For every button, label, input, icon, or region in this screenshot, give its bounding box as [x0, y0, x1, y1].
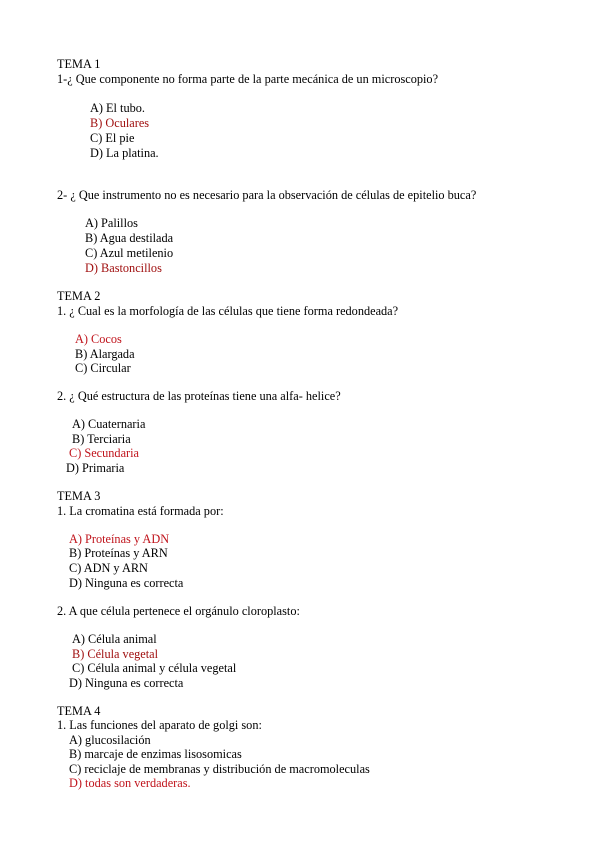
- t1q2-option-b: B) Agua destilada: [85, 231, 174, 245]
- t2q1-option-a-correct: A) Cocos: [75, 332, 122, 346]
- tema-2-title: TEMA 2: [57, 289, 101, 303]
- tema-2-question-1: 1. ¿ Cual es la morfología de las células que tiene forma redondeada?: [57, 304, 399, 318]
- t3q2-option-c: C) Célula animal y célula vegetal: [72, 661, 237, 675]
- t3q2-option-a: A) Célula animal: [72, 632, 157, 646]
- tema-4-title: TEMA 4: [57, 704, 101, 718]
- tema-1-question-2: 2- ¿ Que instrumento no es necesario para la observación de células de epitelio buca?: [57, 188, 477, 202]
- t1q2-option-a: A) Palillos: [85, 216, 138, 230]
- t1q2-option-d-correct: D) Bastoncillos: [85, 261, 162, 275]
- t3q1-option-d: D) Ninguna es correcta: [69, 576, 184, 590]
- t4q1-option-a: A) glucosilación: [69, 733, 151, 747]
- tema-3-question-2: 2. A que célula pertenece el orgánulo cloroplasto:: [57, 604, 300, 618]
- tema-3-question-1: 1. La cromatina está formada por:: [57, 504, 224, 518]
- t3q1-option-c: C) ADN y ARN: [69, 561, 148, 575]
- t1q1-option-d: D) La platina.: [90, 146, 159, 160]
- t4q1-option-d-correct: D) todas son verdaderas.: [69, 776, 191, 790]
- tema-3-title: TEMA 3: [57, 489, 101, 503]
- t2q1-option-b: B) Alargada: [75, 347, 135, 361]
- t3q1-option-a-correct: A) Proteínas y ADN: [69, 532, 170, 546]
- tema-1-question-1: 1-¿ Que componente no forma parte de la parte mecánica de un microscopio?: [57, 72, 439, 86]
- t1q1-option-a: A) El tubo.: [90, 101, 145, 115]
- t4q1-option-c: C) reciclaje de membranas y distribución de macromoleculas: [69, 762, 370, 776]
- tema-1-title: TEMA 1: [57, 57, 101, 71]
- t3q2-option-b-correct: B) Célula vegetal: [72, 647, 159, 661]
- t1q1-option-b-correct: B) Oculares: [90, 116, 150, 130]
- tema-2-question-2: 2. ¿ Qué estructura de las proteínas tiene una alfa- helice?: [57, 389, 341, 403]
- t3q1-option-b: B) Proteínas y ARN: [69, 546, 168, 560]
- t2q2-option-a: A) Cuaternaria: [72, 417, 146, 431]
- t3q2-option-d: D) Ninguna es correcta: [69, 676, 184, 690]
- t2q2-option-b: B) Terciaria: [72, 432, 131, 446]
- t1q1-option-c: C) El pie: [90, 131, 135, 145]
- t2q1-option-c: C) Circular: [75, 361, 131, 375]
- t1q2-option-c: C) Azul metilenio: [85, 246, 174, 260]
- t2q2-option-d: D) Primaria: [66, 461, 125, 475]
- t2q2-option-c-correct: C) Secundaria: [69, 446, 139, 460]
- tema-4-question-1: 1. Las funciones del aparato de golgi son:: [57, 718, 262, 732]
- t4q1-option-b: B) marcaje de enzimas lisosomicas: [69, 747, 242, 761]
